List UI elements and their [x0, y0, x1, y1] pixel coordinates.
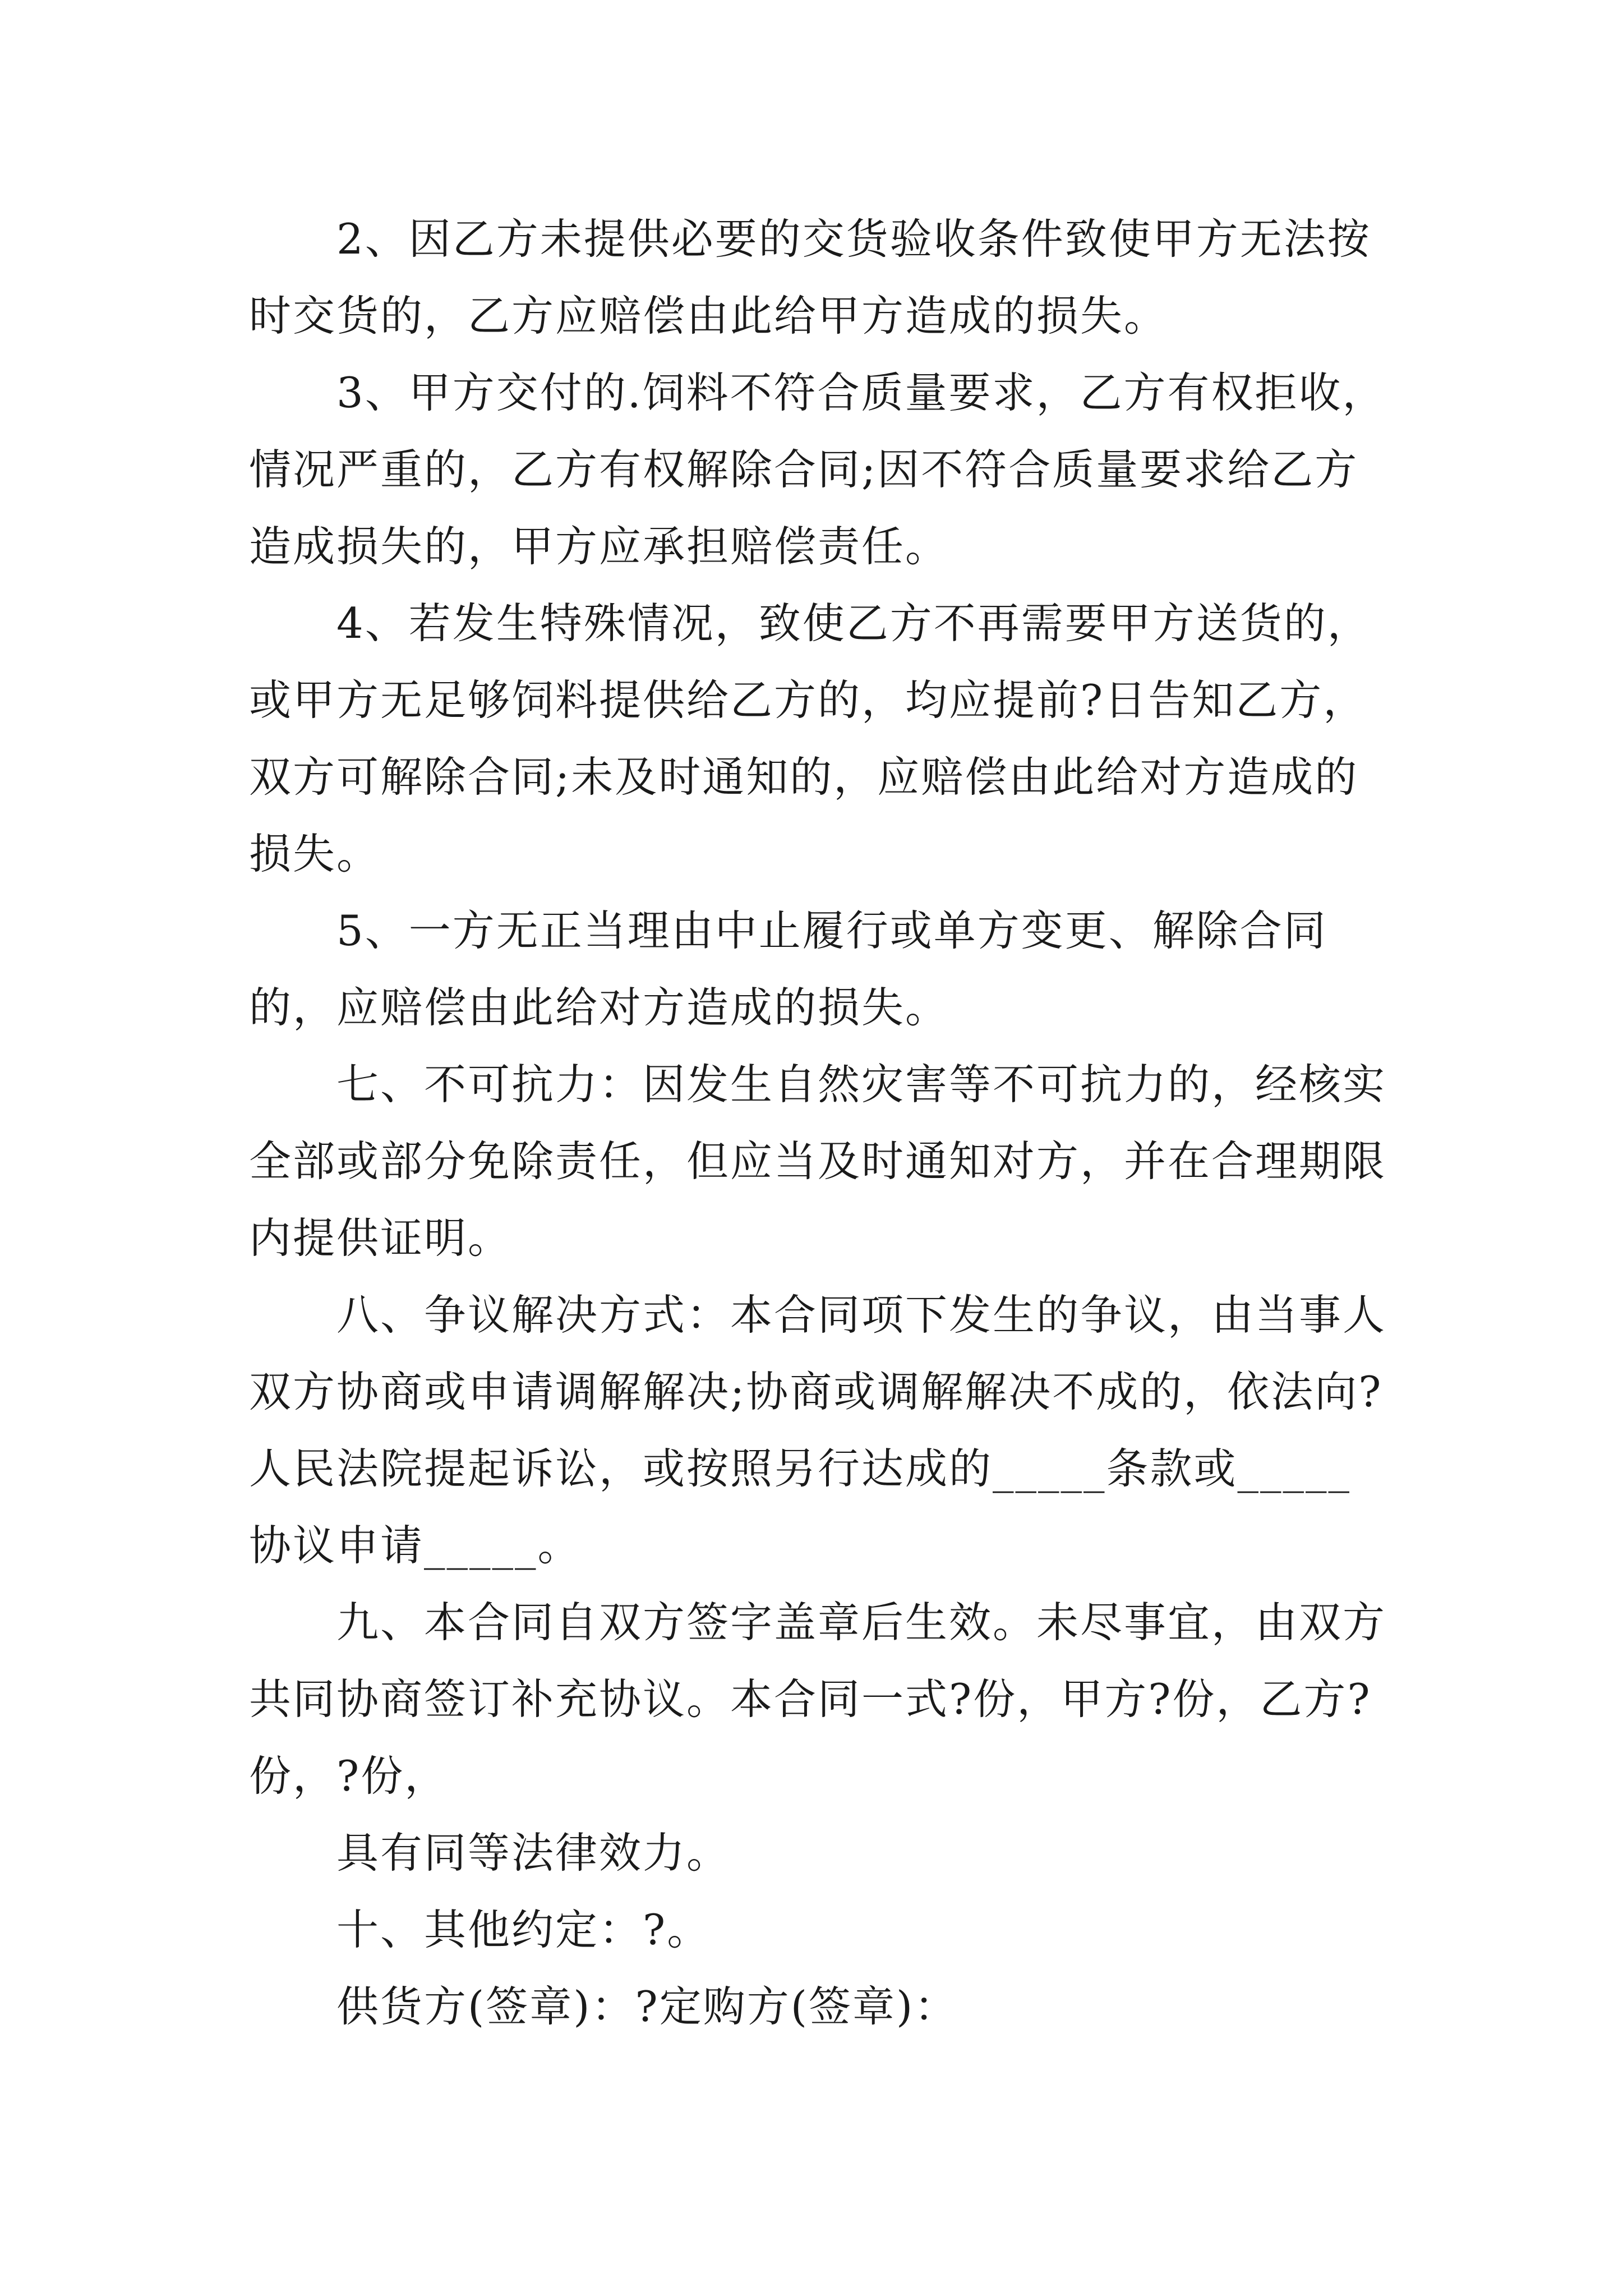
paragraph-clause-4: 4、若发生特殊情况，致使乙方不再需要甲方送货的，或甲方无足够饲料提供给乙方的，均应提前?日告知乙方，双方可解除合同;未及时通知的，应赔偿由此给对方造成的损失。 — [249, 599, 1371, 878]
paragraph-force-majeure: 七、不可抗力：因发生自然灾害等不可抗力的，经核实全部或部分免除责任，但应当及时通知对方，并在合理期限内提供证明。 — [249, 1060, 1387, 1263]
paragraph-signatures: 供货方(签章)：?定购方(签章)： — [336, 1982, 958, 2031]
paragraph-clause-5: 5、一方无正当理由中止履行或单方变更、解除合同的，应赔偿由此给对方造成的损失。 — [249, 906, 1327, 1032]
paragraph-effectiveness: 九、本合同自双方签字盖章后生效。未尽事宜，由双方共同协商签订补充协议。本合同一式?份，甲方?份，乙方?份，?份， — [249, 1598, 1387, 1801]
paragraph-clause-3: 3、甲方交付的.饲料不符合质量要求，乙方有权拒收，情况严重的，乙方有权解除合同;因不符合质量要求给乙方造成损失的，甲方应承担赔偿责任。 — [249, 368, 1386, 571]
paragraph-dispute-resolution: 八、争议解决方式：本合同项下发生的争议，由当事人双方协商或申请调解解决;协商或调解解决不成的，依法向?人民法院提起诉讼，或按照另行达成的_____条款或_____协议申请_____。 — [249, 1290, 1387, 1570]
paragraph-other-agreements: 十、其他约定：?。 — [336, 1905, 711, 1954]
paragraph-clause-2: 2、因乙方未提供必要的交货验收条件致使甲方无法按时交货的，乙方应赔偿由此给甲方造成的损失。 — [249, 214, 1371, 341]
document-body — [249, 201, 1387, 2045]
paragraph-legal-effect: 具有同等法律效力。 — [336, 1828, 731, 1878]
